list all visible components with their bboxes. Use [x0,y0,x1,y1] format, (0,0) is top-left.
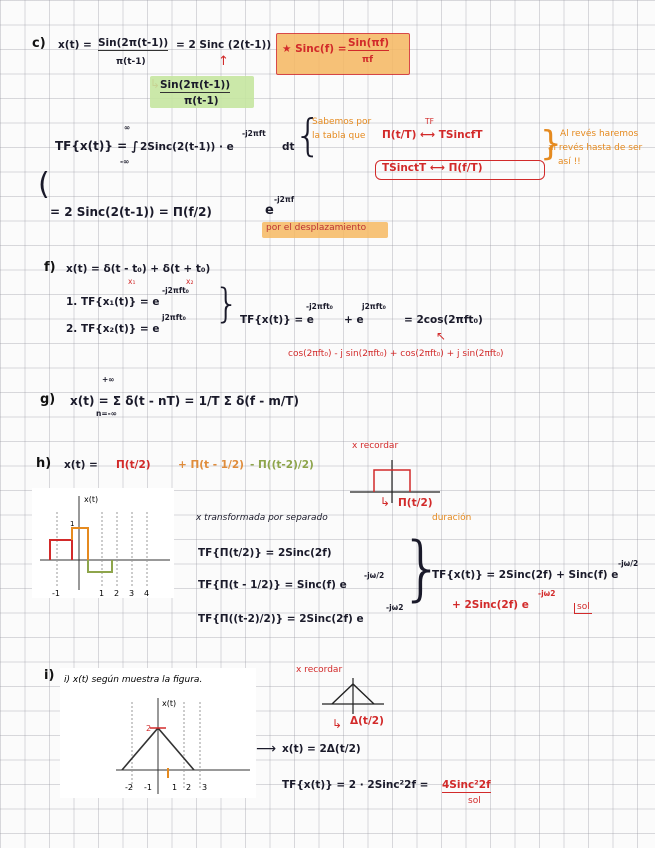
c-note-r2: al revés hasta de ser [548,143,643,153]
c-note-brace-icon: } [540,124,562,164]
i-fig-tick: 1 [172,783,178,792]
h-tf-3: TF{Π((t-2)/2)} = 2Sinc(2f) e [198,613,364,625]
h-total: TF{x(t)} = 2Sinc(2f) + Sinc(f) e [432,569,619,581]
i-sol: sol [468,796,481,806]
i-hook-icon: ↳ [332,717,343,731]
h-fig-tick: 4 [144,589,150,598]
f-up-arrow-icon: ↖ [436,329,447,343]
h-recordar: x recordar [352,441,399,451]
h-term-3: - Π((t-2)/2) [250,459,314,471]
i-triangle-sketch [322,676,384,716]
h-term-1: Π(t/2) [116,459,151,471]
f-line-2-sup: j2πft₀ [162,313,186,322]
g-sum-top: +∞ [102,375,115,384]
h-brace-icon: } [400,527,445,609]
c-box-den: πf [362,55,374,65]
c-note-1: Sabemos por [312,117,372,127]
h-total-2: + 2Sinc(2f) e [452,599,529,611]
f-sum-mid: + e [344,314,364,326]
c-eq-sinc: = 2 Sinc (2(t-1)) [176,39,272,51]
c-tf-integrand: 2Sinc(2(t-1)) · e [140,141,234,153]
c-up-arrow-icon: ↑ [218,54,229,69]
i-tri-label: Δ(t/2) [350,715,384,727]
section-label-i: i) [44,668,55,683]
h-fig-y: 1 [70,520,75,528]
i-tf-res: 4Sinc²2f [442,779,491,791]
h-fig-tick: -1 [52,589,60,598]
i-figure [60,668,256,798]
c-pair-1: Π(t/T) ⟷ TSincfT [382,129,483,141]
g-sum-bot: n=-∞ [96,409,117,418]
g-expr: x(t) = Σ δ(t - nT) = 1/T Σ δ(f - m/T) [70,394,299,408]
c-tf-lhs: TF{x(t)} = ∫ [55,139,139,153]
i-fig-tick: -1 [144,783,152,792]
c-tf-tag: TF [425,117,434,126]
c-pair-2: TSinctT ⟷ Π(f/T) [382,162,483,174]
i-fig-tick: -2 [125,783,133,792]
h-duracion: duración [432,513,472,523]
c-result-exp-sup: -j2πf [274,195,295,204]
h-figure [32,488,174,598]
h-sol: sol [574,603,592,614]
h-fig-tick: 1 [99,589,105,598]
f-line-1: 1. TF{x₁(t)} = e [66,296,160,308]
c-result: = 2 Sinc(2(t-1)) = Π(f/2) [50,205,212,219]
h-term-2: + Π(t - 1/2) [178,459,244,471]
h-tf-1: TF{Π(t/2)} = 2Sinc(2f) [198,547,332,559]
h-total-sup: -jω/2 [618,559,639,568]
f-sum-sup-1: -j2πft₀ [306,302,333,311]
i-fig-tick: 3 [202,783,208,792]
i-recordar: x recordar [296,665,343,675]
f-sum-sup-2: j2πft₀ [362,302,386,311]
f-sum-res: = 2cos(2πft₀) [404,314,483,326]
section-label-c: c) [32,36,46,51]
i-fig-tick: 2 [186,783,192,792]
h-fig-label: x(t) [84,495,99,504]
h-rect-label: Π(t/2) [398,497,433,509]
h-x-def: x(t) = [64,459,98,471]
h-tf-2-sup: -jω/2 [364,571,385,580]
section-label-f: f) [44,260,56,275]
c-box-num: Sin(πf) [348,37,390,49]
c-green-num: Sin(2π(t-1)) [160,79,231,91]
c-tf-exp: -j2πft [242,129,266,138]
f-x2: x₂ [186,277,194,286]
c-note-2: la tabla que [312,131,366,141]
h-sep-note: x transformada por separado [196,513,328,523]
c-result-exp: e [265,203,274,218]
i-fig-label: x(t) [162,699,177,708]
f-line-2: 2. TF{x₂(t)} = e [66,323,160,335]
c-box-formula: ★ Sinc(f) = [282,43,347,55]
c-fraction-num: Sin(2π(t-1)) [98,37,169,49]
c-despl: por el desplazamiento [266,223,367,233]
section-label-h: h) [36,456,52,471]
c-note-r1: Al revés haremos [560,129,639,139]
c-note-r3: así !! [558,157,581,167]
i-fig-y: 2 [146,724,152,733]
h-total-2-sup: -jω2 [538,589,556,598]
h-tf-3-sup: -jω2 [386,603,404,612]
h-fig-tick: 3 [129,589,135,598]
i-right-arrow-icon: ⟶ [256,741,277,757]
c-x-def: x(t) = [58,39,92,51]
f-line-1-sup: -j2πft₀ [162,286,189,295]
c-lim-top: ∞ [124,123,131,132]
f-sum-lhs: TF{x(t)} = e [240,314,314,326]
h-fig-tick: 2 [114,589,120,598]
i-arrow-eq: x(t) = 2Δ(t/2) [282,743,361,755]
c-fraction-den: π(t-1) [116,57,146,67]
c-curve-brace-icon: ( [38,167,50,202]
h-hook-icon: ↳ [380,495,391,509]
f-x-def: x(t) = δ(t - t₀) + δ(t + t₀) [66,263,211,275]
i-tf: TF{x(t)} = 2 · 2Sinc²2f = [282,779,429,791]
c-tf-dt: dt [282,141,295,153]
c-lim-bot: -∞ [120,157,130,166]
i-caption: i) x(t) según muestra la figura. [64,675,203,685]
h-tf-2: TF{Π(t - 1/2)} = Sinc(f) e [198,579,347,591]
f-x1: x₁ [128,277,136,286]
c-brace-icon: { [294,110,322,161]
f-expansion: cos(2πft₀) - j sin(2πft₀) + cos(2πft₀) + j sin(2πft₀) [288,349,504,359]
f-brace-icon: } [214,281,240,327]
c-green-den: π(t-1) [184,95,219,107]
section-label-g: g) [40,392,56,407]
